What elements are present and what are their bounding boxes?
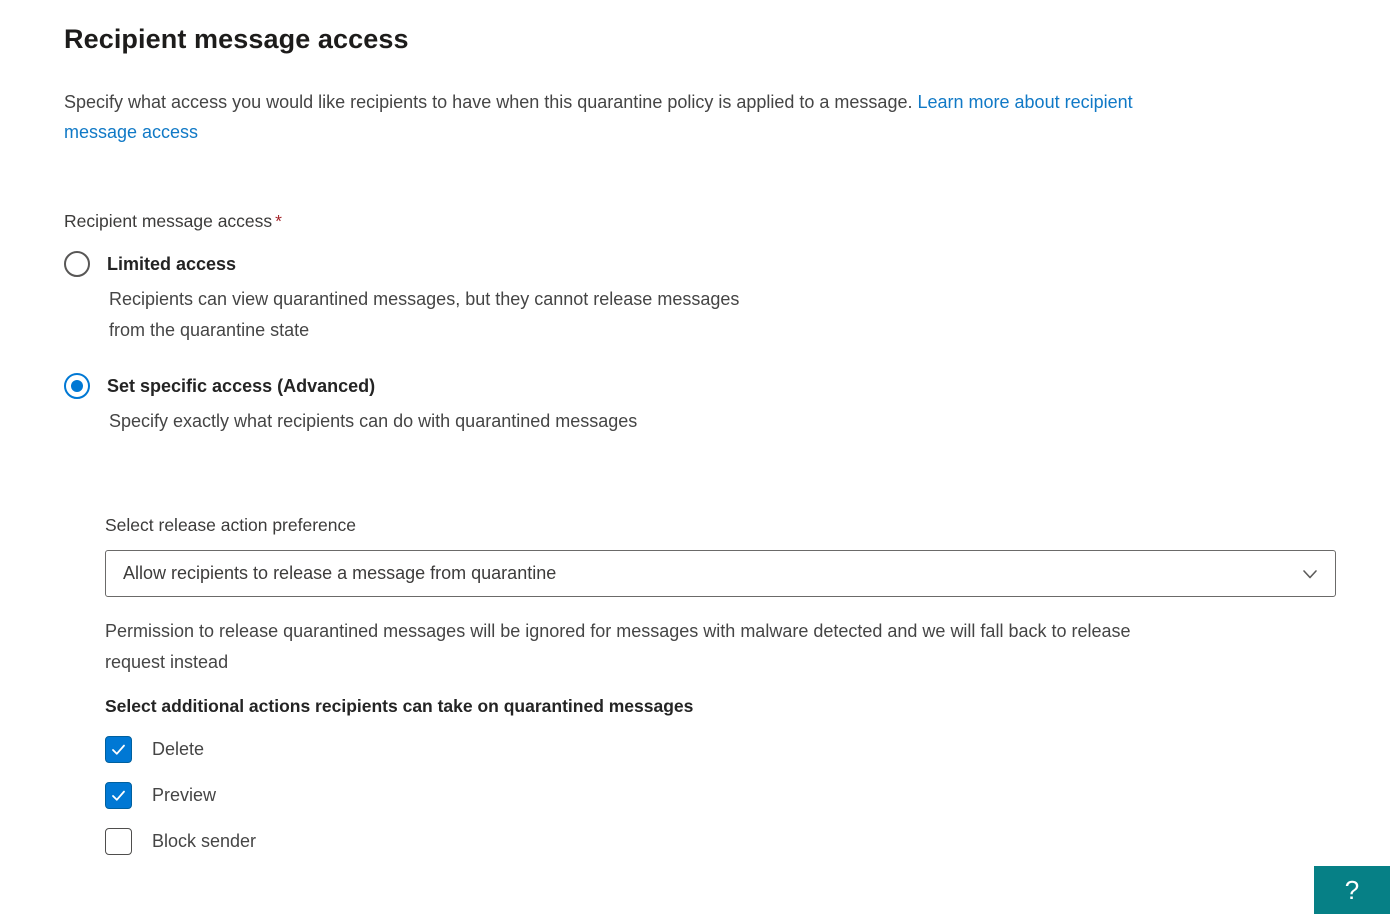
checkbox-label[interactable]: Delete [152, 738, 205, 759]
chevron-down-icon [1301, 565, 1319, 583]
page-title: Recipient message access [64, 24, 409, 54]
radio-option-label[interactable]: Set specific access (Advanced) [107, 375, 376, 396]
advanced-access-section [105, 515, 1333, 855]
release-action-label: Select release action preference [105, 515, 356, 535]
checkbox-label[interactable]: Block sender [152, 830, 257, 851]
page-description [64, 87, 1333, 147]
description-text: Specify what access you would like recipients to have when this quarantine policy is applied to a message. [64, 92, 918, 112]
radio-option [64, 250, 1333, 346]
radio-option [64, 372, 1333, 437]
release-permission-note: Permission to release quarantined messages will be ignored for messages with malware detected and we will fall back to release request instead [105, 621, 1131, 672]
checkbox-checked[interactable] [105, 736, 132, 763]
release-action-selected-value: Allow recipients to release a message from quarantine [123, 563, 557, 583]
field-label: Recipient message access * [64, 211, 282, 231]
checkbox-row[interactable] [105, 735, 1333, 763]
additional-actions-checkbox-list [105, 735, 1333, 855]
required-asterisk: * [275, 211, 282, 231]
radio-button[interactable] [64, 251, 90, 277]
checkbox-checked[interactable] [105, 782, 132, 809]
help-button[interactable] [1314, 866, 1390, 914]
checkmark-icon [110, 787, 127, 804]
release-action-dropdown[interactable] [105, 550, 1336, 597]
radio-option-label[interactable]: Limited access [107, 253, 237, 274]
checkmark-icon [110, 741, 127, 758]
checkbox-row[interactable] [105, 827, 1333, 855]
additional-actions-label: Select additional actions recipients can take on quarantined messages [105, 696, 694, 716]
radio-option-description: Specify exactly what recipients can do with quarantined messages [109, 411, 638, 431]
question-mark-icon: ? [1344, 874, 1360, 905]
checkbox-row[interactable] [105, 781, 1333, 809]
radio-button-selected[interactable] [64, 373, 90, 399]
radio-option-row[interactable] [64, 250, 1333, 278]
checkbox-label[interactable]: Preview [152, 784, 217, 805]
radio-option-description: Recipients can view quarantined messages, but they cannot release messages from the quarantine state [109, 289, 740, 340]
checkbox-unchecked[interactable] [105, 828, 132, 855]
radio-option-row[interactable] [64, 372, 1333, 400]
recipient-access-radio-group [64, 250, 1333, 437]
learn-more-link[interactable]: Learn more about recipient message access [64, 92, 1133, 142]
